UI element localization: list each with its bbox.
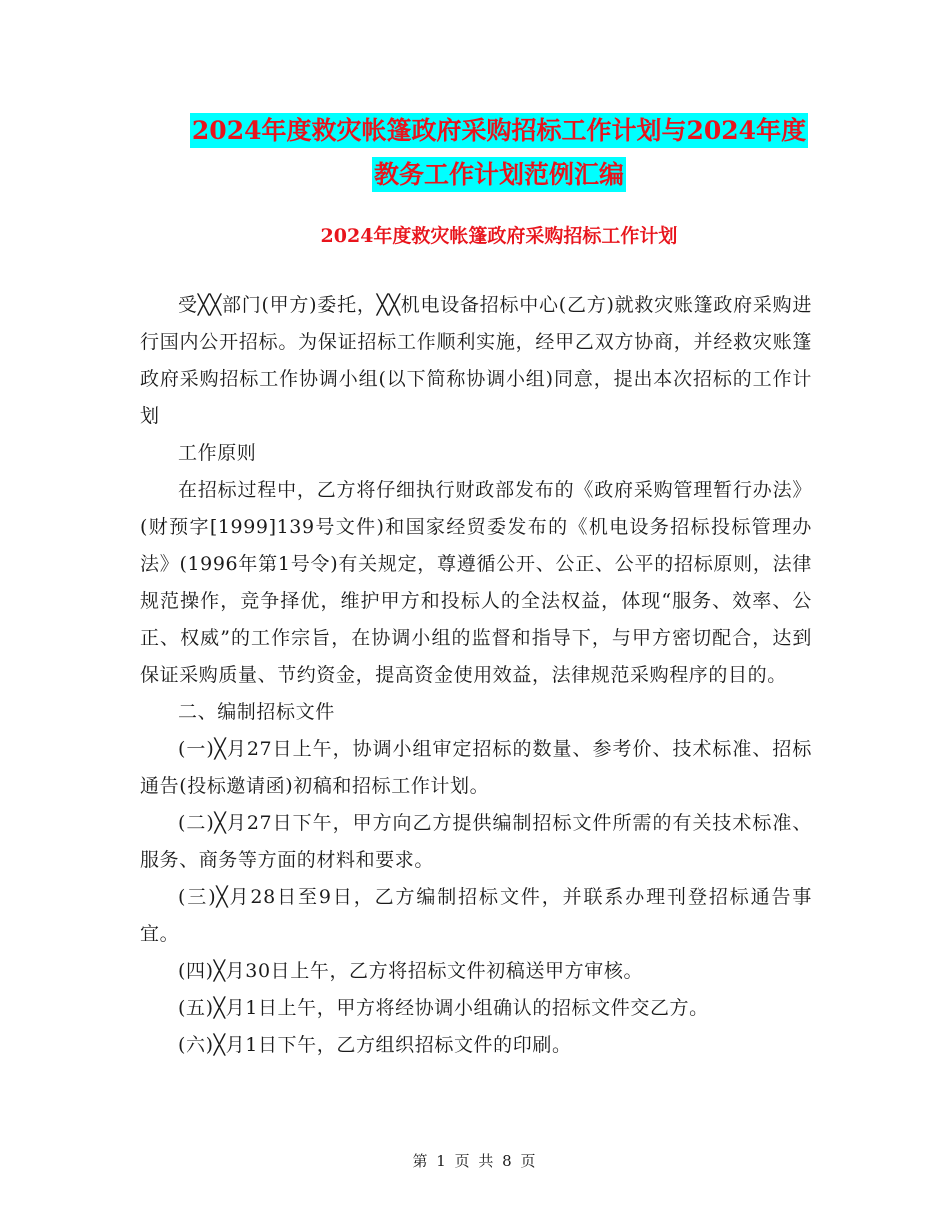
- section-title: 2024年度救灾帐篷政府采购招标工作计划: [320, 225, 678, 247]
- paragraph: 受╳╳部门(甲方)委托，╳╳机电设备招标中心(乙方)就救灾账篷政府采购进行国内公开招标。为保证招标工作顺利实施，经甲乙双方协商，并经救灾账篷政府采购招标工作协调小组(以下简称协调小组)同意，提出本次招标的工作计划: [140, 294, 812, 427]
- title-highlight-1: 2024年度救灾帐篷政府采购招标工作计划与2024年度: [190, 113, 808, 148]
- paragraph: 工作原则: [178, 442, 257, 464]
- paragraph: 二、编制招标文件: [178, 701, 335, 723]
- title-highlight-2: 教务工作计划范例汇编: [372, 157, 626, 192]
- paragraph: (一)╳月27日上午，协调小组审定招标的数量、参考价、技术标准、招标通告(投标邀请函)初稿和招标工作计划。: [140, 738, 812, 797]
- page-footer: 第 1 页 共 8 页: [412, 1152, 538, 1170]
- paragraph: (四)╳月30日上午，乙方将招标文件初稿送甲方审核。: [178, 960, 644, 982]
- paragraph: (二)╳月27日下午，甲方向乙方提供编制招标文件所需的有关技术标准、服务、商务等方面的材料和要求。: [140, 812, 812, 871]
- paragraph: 在招标过程中，乙方将仔细执行财政部发布的《政府采购管理暂行办法》(财预字[1999]139号文件)和国家经贸委发布的《机电设务招标投标管理办法》(1996年第1号令)有关规定，尊遵循公开、公正、公平的招标原则，法律规范操作，竞争择优，维护甲方和投标人的全法权益，体现“服务、效率、公正、权威”的工作宗旨，在协调小组的监督和指导下，与甲方密切配合，达到保证采购质量、节约资金，提高资金使用效益，法律规范采购程序的目的。: [140, 479, 812, 686]
- paragraph: (六)╳月1日下午，乙方组织招标文件的印刷。: [178, 1034, 572, 1056]
- document-title-line-1: [140, 106, 858, 156]
- document-body: [140, 287, 812, 1064]
- document-title-line-2: [140, 150, 858, 200]
- paragraph: (三)╳月28日至9日，乙方编制招标文件，并联系办理刊登招标通告事宜。: [140, 886, 812, 945]
- paragraph: (五)╳月1日上午，甲方将经协调小组确认的招标文件交乙方。: [178, 997, 709, 1019]
